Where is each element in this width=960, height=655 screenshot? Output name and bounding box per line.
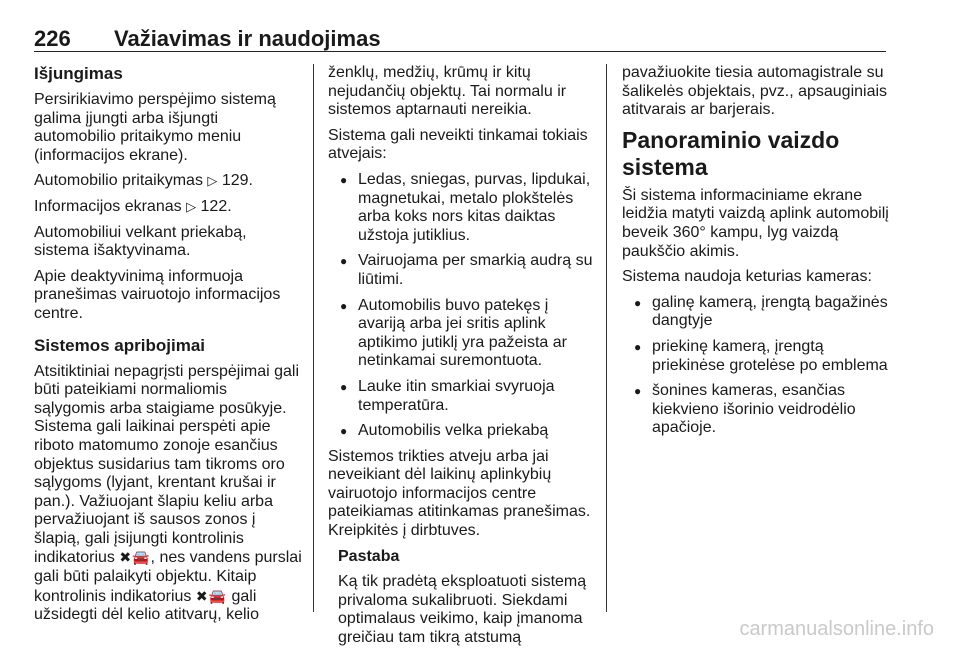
paragraph-ref: Automobilio pritaikymas ▷ 129. [34, 172, 253, 190]
column-1 [34, 64, 302, 632]
column-divider [606, 64, 607, 612]
paragraph: Automobiliui velkant priekabą, sistema išaktyvinama. [34, 223, 247, 260]
list-item: ● priekinę kamerą, įrengtą priekinėse grotelėse po emblema [622, 338, 892, 375]
watermark [0, 612, 960, 642]
paragraph: pavažiuokite tiesia automagistrale su šalikelės objektais, pvz., apsauginiais atitvarais ar barjerais. [622, 64, 888, 119]
bullet-list [328, 171, 596, 441]
list-item: ● Lauke itin smarkiai svyruoja temperatūra. [328, 378, 596, 415]
paragraph-ref: Informacijos ekranas ▷ 122. [34, 197, 232, 215]
list-item: ● šonines kameras, esančias kiekvieno išorinio veidrodėlio apačioje. [622, 382, 892, 438]
note-text: Ką tik pradėtą eksploatuoti sistemą privaloma sukalibruoti. Siekdami optimalaus veikimo, kaip įmanoma greičiau tam tikrą atstumą [338, 573, 587, 647]
page-header [34, 26, 886, 50]
list-item: ● galinę kamerą, įrengtą bagažinės dangtyje [622, 294, 892, 331]
note-title: Pastaba [338, 547, 400, 565]
side-blind-zone-indicator-icon: ✖🚘 [119, 549, 151, 566]
page-number: 226 [34, 26, 71, 51]
page-reference-link[interactable]: 129. [221, 172, 253, 190]
paragraph: Apie deaktyvinimą informuoja pranešimas vairuotojo informacijos centre. [34, 267, 281, 322]
list-item: ● Ledas, sniegas, purvas, lipdukai, magnetukai, metalo plokštelės arba koks nors kitas daiktas užstoja jutiklius. [328, 171, 596, 245]
reference-arrow-icon: ▷ [207, 173, 218, 189]
side-blind-zone-indicator-icon: ✖🚘 [195, 587, 228, 604]
paragraph: ženklų, medžių, krūmų ir kitų nejudančių objektų. Tai normalu ir sistemos aptarnauti nereikia. [328, 64, 567, 119]
header-rule [34, 51, 886, 52]
paragraph: Atsitiktiniai nepagrįsti perspėjimai gali būti pateikiami normaliomis sąlygomis arba staigiame posūkyje. Sistema gali laikinai perspėti apie riboto matomumo zonoje esančius objektus susidarius tam tikroms oro sąlygoms (lyjant, krentant krušai ir pan.). Važiuojant šlapiu keliu arba pervažiuojant iš sausos zonos į šlapią, gali įsijungti kontrolinis indikatorius ✖🚘, nes vandens purslai gali būti palaikyti objektu. Kitaip kontrolinis indikatorius ✖🚘 gali užsidegti dėl kelio atitvarų, kelio [34, 362, 302, 624]
section-heading: Panoraminio vaizdo sistema [622, 126, 840, 180]
column-3 [622, 64, 892, 445]
list-item: ● Vairuojama per smarkią audrą su liūtimi. [328, 252, 596, 289]
column-2 [328, 64, 596, 655]
heading-disable: Išjungimas [34, 64, 123, 83]
reference-arrow-icon: ▷ [186, 198, 197, 214]
list-item: ● Automobilis buvo patekęs į avariją arba jei sritis aplink aptikimo jutiklį yra pažeista ar netinkamai suremontuota. [328, 297, 596, 371]
list-item: ● Automobilis velka priekabą [328, 422, 596, 441]
paragraph: Ši sistema informaciniame ekrane leidžia matyti vaizdą aplink automobilį beveik 360° kampu, lyg vaizdą paukščio akimis. [622, 186, 889, 260]
watermark-text: carmanualsonline.info [739, 618, 934, 640]
paragraph: Sistema naudoja keturias kameras: [622, 268, 872, 286]
heading-limitations: Sistemos apribojimai [34, 335, 205, 355]
bullet-list [622, 294, 892, 438]
paragraph: Sistema gali neveikti tinkamai tokiais atvejais: [328, 126, 588, 163]
paragraph: Persirikiavimo perspėjimo sistemą galima įjungti arba išjungti automobilio pritaikymo meniu (informacijos ekrane). [34, 91, 276, 164]
page-title: Važiavimas ir naudojimas [114, 26, 381, 51]
page-reference-link[interactable]: 122. [200, 197, 232, 215]
column-divider [313, 64, 314, 612]
paragraph: Sistemos trikties atveju arba jai neveikiant dėl laikinų aplinkybių vairuotojo informacijos centre pateikiamas atitinkamas pranešimas. Kreipkitės į dirbtuves. [328, 447, 591, 540]
